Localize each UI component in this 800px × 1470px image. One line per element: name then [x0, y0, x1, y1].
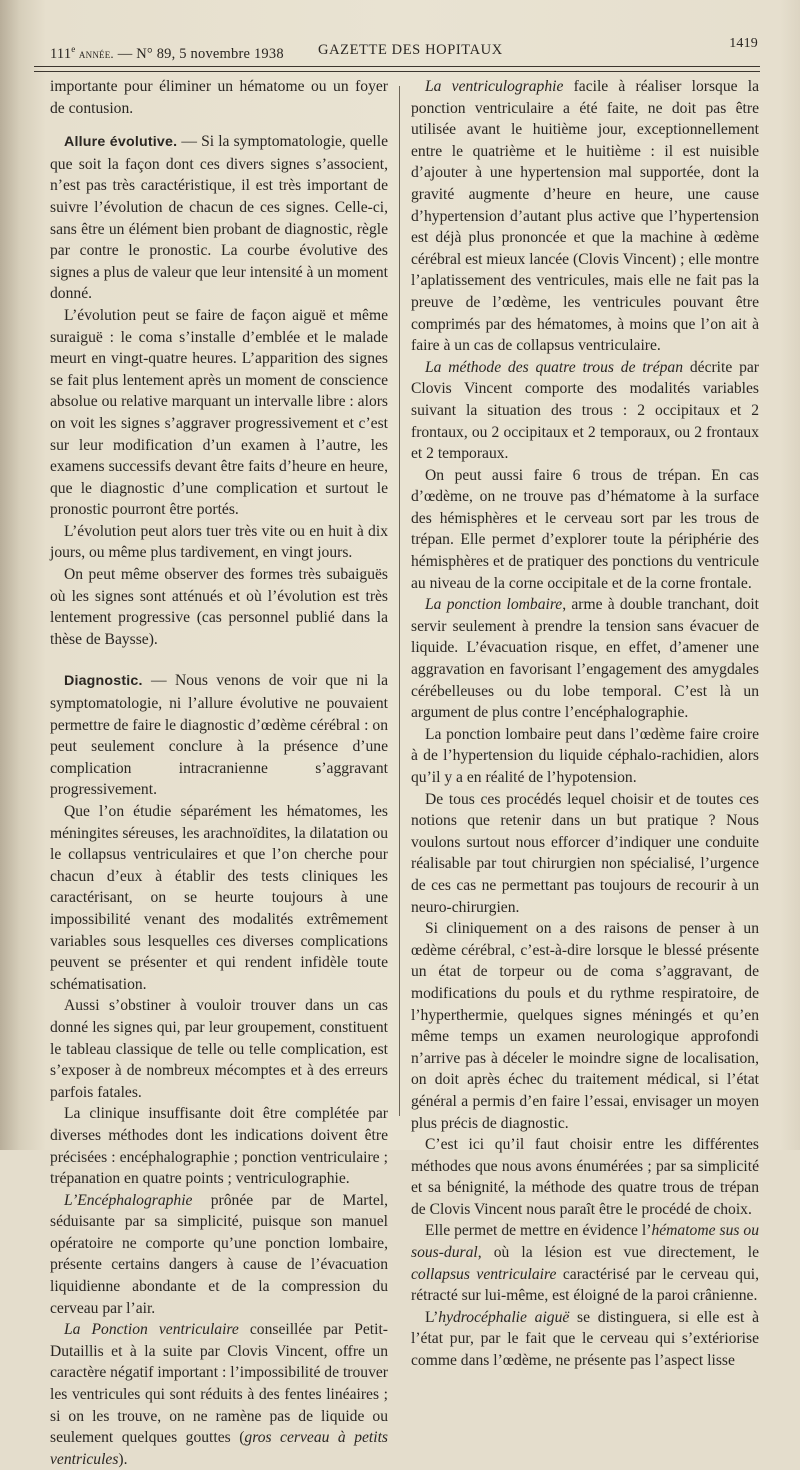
italic-term: hydrocéphalie aiguë [438, 1308, 570, 1326]
paragraph-text: ). [118, 1450, 128, 1468]
header-rule-top [34, 66, 760, 67]
paragraph: Aussi s’obstiner à vouloir trouver dans un cas donné les signes qui, par leur groupement, constituent le tableau classique de telle ou telle complication, est s’exposer à de nombreux mécomptes et à des erreurs parfois fatales. [50, 997, 388, 1101]
issue-number: 111 [50, 45, 72, 62]
paragraph: L’évolution peut se faire de façon aiguë et même suraiguë : le coma s’installe d’emblée et le malade meurt en vingt-quatre heures. L’apparition des signes se fait plus lentement après un moment de conscience absolue ou relative marquant un intervalle libre : alors on voit les signes s’aggraver progressivement et c’est sur leur modification d’un examen à l’autre, les examens successifs devant être faits d’heure en heure, que le diagnostic d’une complication et surtout le pronostic pourront être portés. [50, 306, 388, 519]
running-header [50, 36, 758, 64]
italic-term: La Ponction ventriculaire [64, 1321, 239, 1339]
paragraph [50, 1319, 388, 1470]
paragraph: importante pour éliminer un hématome ou un foyer de contusion. [50, 78, 388, 117]
paragraph [411, 1220, 759, 1306]
italic-term: La méthode des quatre trous de trépan [425, 358, 684, 376]
paragraph-text: , arme à double tranchant, doit servir seulement à prendre la tension sans évacuer de liquide. L’évacuation risque, en effet, d’amener une aggravation en favorisant l’engagement des amygdales cérébelleuses ou du lobe temporal. C’est là un argument de plus contre l’encéphalographie. [411, 596, 759, 722]
header-rule-bottom [34, 71, 760, 72]
paragraph-text: , où la lésion est vue directement, le [477, 1244, 759, 1262]
journal-title: GAZETTE DES HOPITAUX [318, 42, 503, 58]
subhead-diagnostic: Diagnostic. [64, 673, 143, 690]
paragraph-text: — Nous venons de voir que ni la symptomatologie, ni l’allure évolutive ne pouvaient permettre de faire le diagnostic d’œdème cérébral : on peut seulement conclure à la présence d’une complication intracranienne s’aggravant progressivement. [50, 672, 388, 799]
italic-term: gros cerveau à petits ventricules [50, 1429, 388, 1468]
issue-date: — N° 89, 5 novembre 1938 [113, 45, 284, 62]
paragraph-text: caractérisé par le cerveau qui, rétracté sur lui-même, est éloigné de la paroi crânienne. [411, 1265, 759, 1305]
paragraph: On peut aussi faire 6 trous de trépan. En cas d’œdème, on ne trouve pas d’hématome à la surface des hémisphères et le cerveau sort par les trous de trépan. Elle permet d’explorer toute la périphérie des hémisphères et de pratiquer des ponctions du ventricule au niveau de la corne occipitale et de la corne frontale. [411, 466, 759, 592]
paragraph [411, 76, 759, 357]
paragraph: Si cliniquement on a des raisons de penser à un œdème cérébral, c’est-à-dire lorsque le blessé présente un état de torpeur ou de coma s’aggravant, de modifications du pouls et du rythme respiratoire, de l’hyperthermie, quelques signes méningés et qu’en même temps un examen neurologique approfondi n’arrive pas à déceler le moindre signe de localisation, on doit après échec du traitement médical, si l’état général a permis d’en faire l’essai, envisager un moyen plus précis de diagnostic. [411, 920, 759, 1132]
paragraph-text: se distinguera, si elle est à l’état pur, par le fait que le cerveau qui s’extériorise comme dans l’œdème, ne présente pas l’aspect lisse [411, 1308, 759, 1370]
paragraph: Que l’on étudie séparément les hématomes, les méningites séreuses, les arachnoïdites, la dilatation ou le collapsus ventriculaires et que l’on cherche pour chacun d’eux à établir des tests cliniques les caractérisant, on se heurte toujours à une impossibilité venant des modalités extrêmement variables sous lesquelles ces diverses complications peuvent se présenter et qui rendent infidèle toute schématisation. [50, 803, 388, 993]
paragraph [411, 357, 759, 465]
paragraph-text: décrite par Clovis Vincent comporte des modalités variables suivant la situation des trous : 2 occipitaux et 2 frontaux, ou 2 occipitaux et 2 temporaux, ou 2 frontaux et 2 temporaux. [411, 358, 759, 463]
issue-annee: année. [75, 45, 114, 61]
paragraph: La ponction lombaire peut dans l’œdème faire croire à de l’hypertension du liquide céphalo-rachidien, alors qu’il y a en réalité de l’hypotension. [411, 725, 759, 786]
section-diagnostic [50, 670, 388, 801]
paragraph: On peut même observer des formes très subaiguës où les signes sont atténués et où l’évolution est très lentement progressive (cas personnel publié dans la thèse de Baysse). [50, 566, 388, 648]
subhead-allure: Allure évolutive. [64, 134, 178, 151]
italic-term: La ponction lombaire [425, 596, 563, 614]
paragraph-text: facile à réaliser lorsque la ponction ventriculaire a été faite, ne doit pas être utilisée avant le huitième jour, exceptionnellement entre le quatrième et le huitième : il est nuisible d’ajouter à une hypertension mal supportée, dont la gravité augmente d’heure en heure, une cause d’hypertension d’autant plus active que l’hypertension est déjà plus prononcée et que la machine à œdème cérébral est mieux lancée (Clovis Vincent) ; elle montre l’aplatissement des ventricules, mais elle ne fait pas la preuve de l’œdème, les ventricules pouvant être comprimés par des hématomes, à moins que l’on ait à faire à un cas de collapsus ventriculaire. [411, 78, 759, 355]
paragraph-text: conseillée par Petit-Dutaillis et à la suite par Clovis Vincent, offre un caractère négatif important : l’impossibilité de trouver les ventricules qui sont réduits à des fentes linéaires ; si on les trouve, on ne ramène pas de liquide ou seulement quelques gouttes ( [50, 1321, 388, 1447]
paragraph [411, 1307, 759, 1372]
paragraph: La clinique insuffisante doit être complétée par diverses méthodes dont les indications doivent être précisées : encéphalographie ; ponction ventriculaire ; trépanation en quatre points ; ventriculographie. [50, 1105, 388, 1188]
italic-term: La ventriculographie [425, 78, 564, 95]
paragraph-text: L’ [425, 1308, 439, 1326]
column-divider [399, 86, 400, 1116]
italic-term: hématome sus ou sous-dural [411, 1222, 759, 1262]
right-column [411, 76, 759, 1372]
paragraph: De tous ces procédés lequel choisir et de toutes ces notions que retenir dans un but pratique ? Nous voulons surtout nous efforcer d’indiquer une conduite réalisable par tout chirurgien non spécialisé, l’urgence de ces cas ne permettant pas toujours de recourir à un neuro-chirurgien. [411, 790, 759, 916]
paragraph: C’est ici qu’il faut choisir entre les différentes méthodes que nous avons énumérées ; par sa simplicité et sa bénignité, la méthode des quatre trous de trépan de Clovis Vincent nous paraît être le procédé de choix. [411, 1136, 759, 1218]
paragraph-text: Elle permet de mettre en évidence l’ [425, 1222, 652, 1240]
paragraph-text: — Si la symptomatologie, quelle que soit la façon dont ces divers signes s’associent, n’est pas très caractéristique, il est très important de suivre l’évolution de chacun de ces signes. Celle-ci, sans être un élément bien probant de diagnostic, règle par contre le pronostic. La courbe évolutive des signes a plus de valeur que leur intensité à un moment donné. [50, 133, 389, 303]
paragraph-text: prônée par de Martel, séduisante par sa simplicité, puisque son manuel opératoire ne comporte qu’une ponction lombaire, présente certains dangers à cause de l’évacuation liquidienne abondante et de la compression du cerveau par l’air. [50, 1191, 388, 1317]
section-allure [50, 131, 388, 305]
page-number: 1419 [729, 36, 758, 51]
issue-sup: e [71, 44, 76, 54]
italic-term: collapsus ventriculaire [411, 1265, 557, 1283]
issue-info [50, 44, 284, 63]
italic-term: L’Encéphalographie [64, 1191, 193, 1209]
left-column [50, 76, 388, 1470]
paragraph [50, 1190, 388, 1320]
paragraph [411, 594, 759, 724]
paragraph: L’évolution peut alors tuer très vite ou en huit à dix jours, ou même plus tardivement, en vingt jours. [50, 522, 388, 562]
